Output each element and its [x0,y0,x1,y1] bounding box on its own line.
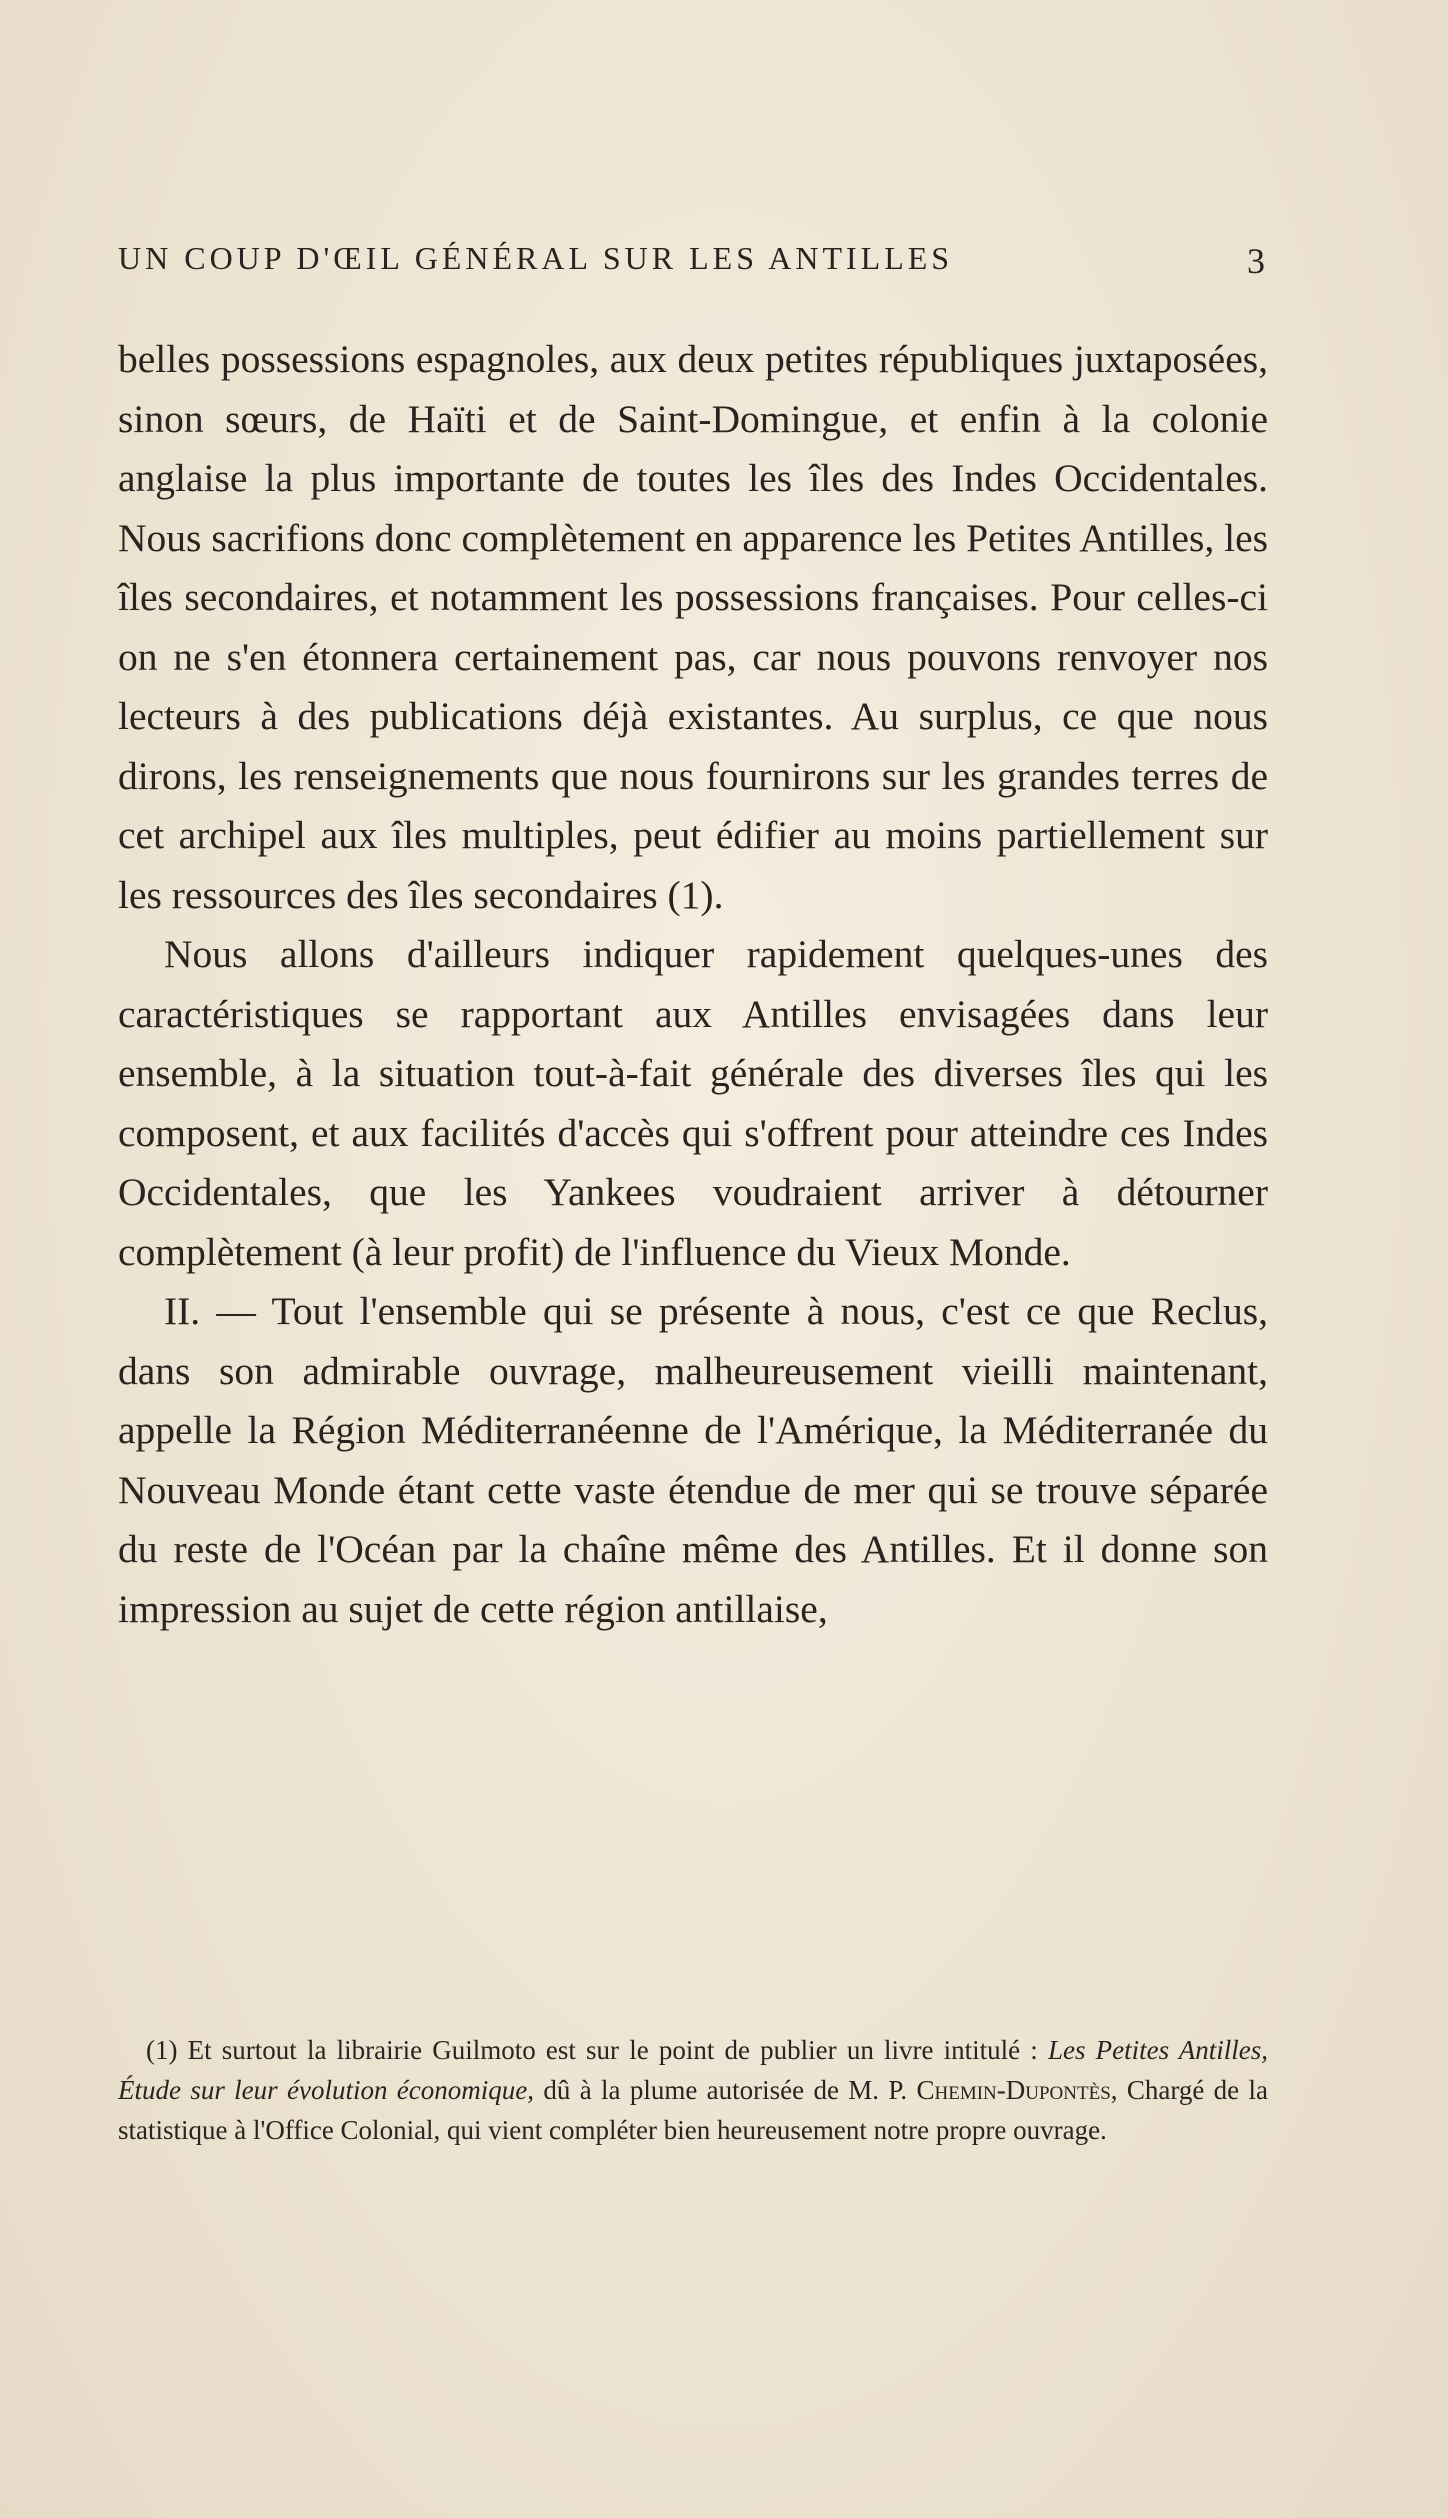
paragraph-1: belles possessions espagnoles, aux deux petites républiques juxtaposées, sinon sœurs, de Haïti et de Saint-Domingue, et enfin à la colonie anglaise la plus importante de toutes les îles des Indes Occidentales. Nous sacrifions donc complètement en apparence les Petites Antilles, les îles secondaires, et notamment les possessions françaises. Pour celles-ci on ne s'en étonnera certainement pas, car nous pouvons renvoyer nos lecteurs à des publications déjà existantes. Au surplus, ce que nous dirons, les renseignements que nous fournirons sur les grandes terres de cet archipel aux îles multiples, peut édifier au moins partiellement sur les ressources des îles secondaires (1). [118,337,1268,917]
footnote-text-middle: , dû à la plume autorisée de M. P. [527,2075,917,2105]
footnote-text-start: (1) Et surtout la librairie Guilmoto est sur le point de publier un livre intitulé : [146,2035,1048,2065]
main-text [118,330,1268,1639]
paragraph-3: II. — Tout l'ensemble qui se présente à nous, c'est ce que Reclus, dans son admirable ouvrage, malheureusement vieilli maintenant, appelle la Région Méditerranéenne de l'Amérique, la Méditerranée du Nouveau Monde étant cette vaste étendue de mer qui se trouve séparée du reste de l'Océan par la chaîne même des Antilles. Et il donne son impression au sujet de cette région antillaise, [118,1289,1268,1631]
footnote-book-title: Les Petites Antilles, Étude sur leur évolution économique [118,2035,1268,2105]
footnote-1 [118,2030,1268,2150]
running-head [118,240,1268,288]
page-number: 3 [1247,241,1268,281]
footnote-area [118,2030,1268,2150]
footnote-author-name: Chemin-Dupontès [916,2075,1111,2105]
footnote-text-end: , Chargé de la statistique à l'Office Colonial, qui vient compléter bien heureusement notre propre ouvrage. [118,2075,1268,2145]
paragraph-2: Nous allons d'ailleurs indiquer rapidement quelques-unes des caractéristiques se rapportant aux Antilles envisagées dans leur ensemble, à la situation tout-à-fait générale des diverses îles qui les composent, et aux facilités d'accès qui s'offrent pour atteindre ces Indes Occidentales, que les Yankees voudraient arriver à détourner complètement (à leur profit) de l'influence du Vieux Monde. [118,932,1268,1274]
running-title: UN COUP D'ŒIL GÉNÉRAL SUR LES ANTILLES [118,240,954,276]
